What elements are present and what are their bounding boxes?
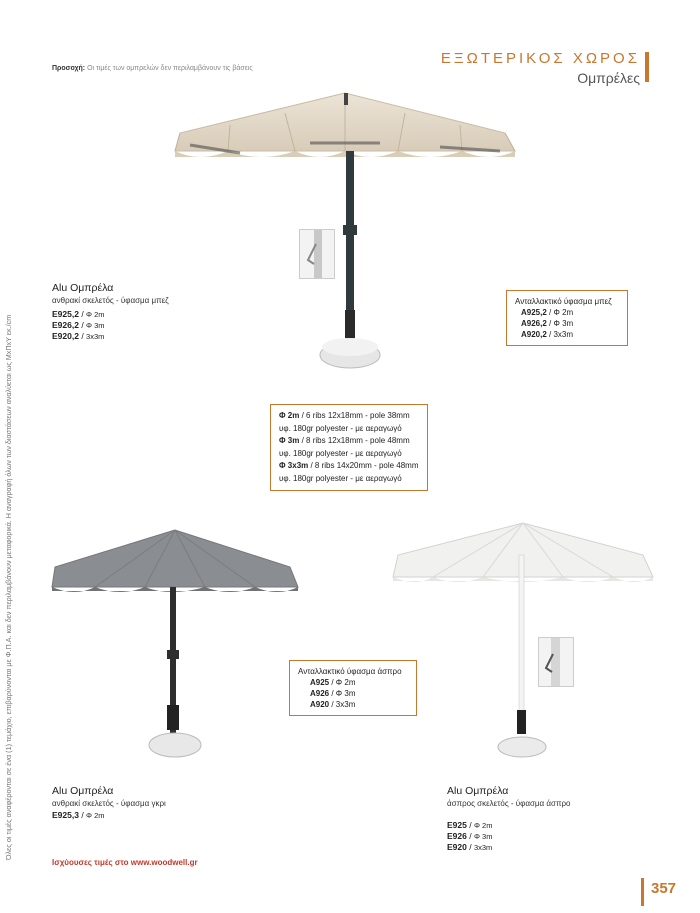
product-codes — [447, 820, 647, 853]
fabric-beige-title: Ανταλλακτικό ύφασμα μπεζ — [515, 297, 612, 306]
spec-line — [279, 473, 419, 486]
product-white — [447, 785, 647, 853]
product-title: Alu Ομπρέλα — [52, 282, 114, 294]
subcategory-title: Ομπρέλες — [577, 70, 640, 86]
price-notice — [52, 65, 253, 72]
product-size: 3x3m — [473, 843, 493, 852]
notice-label: Προσοχή: — [52, 65, 86, 72]
fabric-size: Φ 2m — [335, 678, 356, 687]
footer-website-link[interactable]: Ισχύουσες τιμές στο www.woodwell.gr — [52, 858, 198, 867]
spec-size: Φ 3x3m — [279, 461, 309, 470]
fabric-size: Φ 3m — [335, 689, 356, 698]
page-number-bar — [641, 878, 644, 906]
product-beige — [52, 282, 252, 342]
fabric-beige-box — [506, 290, 628, 346]
product-size: Φ 2m — [86, 310, 105, 319]
product-code: E926 — [447, 831, 467, 841]
sidebar-disclaimer: Όλες οι τιμές αναφέρονται σε ένα (1) τεμάχιο, επιβαρύνονται με Φ.Π.Α. και δεν περιλαμβάνουν μεταφορικά. Η αναγραφή όλων των διαστάσεων αναλύεται ως ΜxΠxΥ εκ./cm — [4, 314, 13, 860]
code-row: E926 / Φ 3m — [447, 831, 493, 841]
category-title: ΕΞΩΤΕΡΙΚΟΣ ΧΩΡΟΣ — [440, 50, 640, 67]
code-row: E925,2 / Φ 2m — [52, 309, 105, 319]
code-row: E920,2 / 3x3m — [52, 331, 105, 341]
spec-line — [279, 423, 419, 436]
grey-umbrella-image — [50, 525, 300, 765]
product-subtitle: άσπρος σκελετός - ύφασμα άσπρο — [447, 799, 571, 808]
fabric-size: 3x3m — [553, 330, 574, 339]
fabric-size: 3x3m — [335, 700, 356, 709]
product-size: 3x3m — [86, 332, 105, 341]
product-grey — [52, 785, 252, 821]
fabric-white-box — [289, 660, 417, 716]
specs-box — [270, 404, 428, 491]
product-codes — [52, 810, 252, 821]
product-code: E926,2 — [52, 320, 79, 330]
white-umbrella-image — [388, 515, 658, 765]
spec-detail: υφ. 180gr polyester - με αεραγωγό — [279, 473, 402, 483]
code-row: A920 / 3x3m — [310, 700, 356, 709]
product-subtitle: ανθρακί σκελετός - ύφασμα γκρι — [52, 799, 166, 808]
spec-detail: / 8 ribs 12x18mm - pole 48mm — [299, 436, 410, 445]
code-row: E926,2 / Φ 3m — [52, 320, 105, 330]
product-codes — [52, 309, 252, 342]
spec-line — [279, 460, 419, 473]
spec-line — [279, 410, 419, 423]
spec-detail: υφ. 180gr polyester - με αεραγωγό — [279, 423, 402, 433]
code-row: A925 / Φ 2m — [310, 678, 356, 687]
code-row: E925,3 / Φ 2m — [52, 810, 105, 820]
fabric-size: Φ 2m — [553, 308, 574, 317]
fabric-white-title: Ανταλλακτικό ύφασμα άσπρο — [298, 667, 402, 676]
header-accent-bar — [645, 52, 649, 82]
spec-line — [279, 448, 419, 461]
crank-detail-icon — [539, 638, 573, 686]
product-code: E925,3 — [52, 810, 79, 820]
crank-detail-thumbnail — [299, 229, 335, 279]
page-number: 357 — [651, 880, 677, 897]
fabric-code: A926 — [310, 689, 330, 698]
product-code: E925,2 — [52, 309, 79, 319]
spec-detail: / 6 ribs 12x18mm - pole 38mm — [299, 411, 410, 420]
product-size: Φ 2m — [473, 821, 493, 830]
code-row: A926,2 / Φ 3m — [521, 319, 574, 328]
fabric-size: Φ 3m — [553, 319, 574, 328]
code-row: A926 / Φ 3m — [310, 689, 356, 698]
spec-line — [279, 435, 419, 448]
product-code: E920,2 — [52, 331, 79, 341]
spec-detail: / 8 ribs 14x20mm - pole 48mm — [308, 461, 419, 470]
product-size: Φ 3m — [473, 832, 493, 841]
fabric-code: A926,2 — [521, 319, 547, 328]
product-subtitle: ανθρακί σκελετός - ύφασμα μπεζ — [52, 296, 169, 305]
spec-size: Φ 2m — [279, 411, 300, 420]
crank-detail-thumbnail-white — [538, 637, 574, 687]
product-code: E920 — [447, 842, 467, 852]
fabric-code: A925,2 — [521, 308, 547, 317]
spec-detail: υφ. 180gr polyester - με αεραγωγό — [279, 448, 402, 458]
crank-detail-icon — [300, 230, 334, 278]
product-size: Φ 2m — [86, 811, 105, 820]
product-title: Alu Ομπρέλα — [447, 785, 509, 797]
product-size: Φ 3m — [86, 321, 105, 330]
product-code: E925 — [447, 820, 467, 830]
product-title: Alu Ομπρέλα — [52, 785, 114, 797]
code-row: A925,2 / Φ 2m — [521, 308, 574, 317]
fabric-code: A920 — [310, 700, 330, 709]
spec-size: Φ 3m — [279, 436, 300, 445]
code-row: E925 / Φ 2m — [447, 820, 493, 830]
code-row: E920 / 3x3m — [447, 842, 493, 852]
fabric-code: A920,2 — [521, 330, 547, 339]
code-row: A920,2 / 3x3m — [521, 330, 574, 339]
fabric-code: A925 — [310, 678, 330, 687]
notice-text: Οι τιμές των ομπρελών δεν περιλαμβάνουν τις βάσεις — [85, 65, 253, 72]
